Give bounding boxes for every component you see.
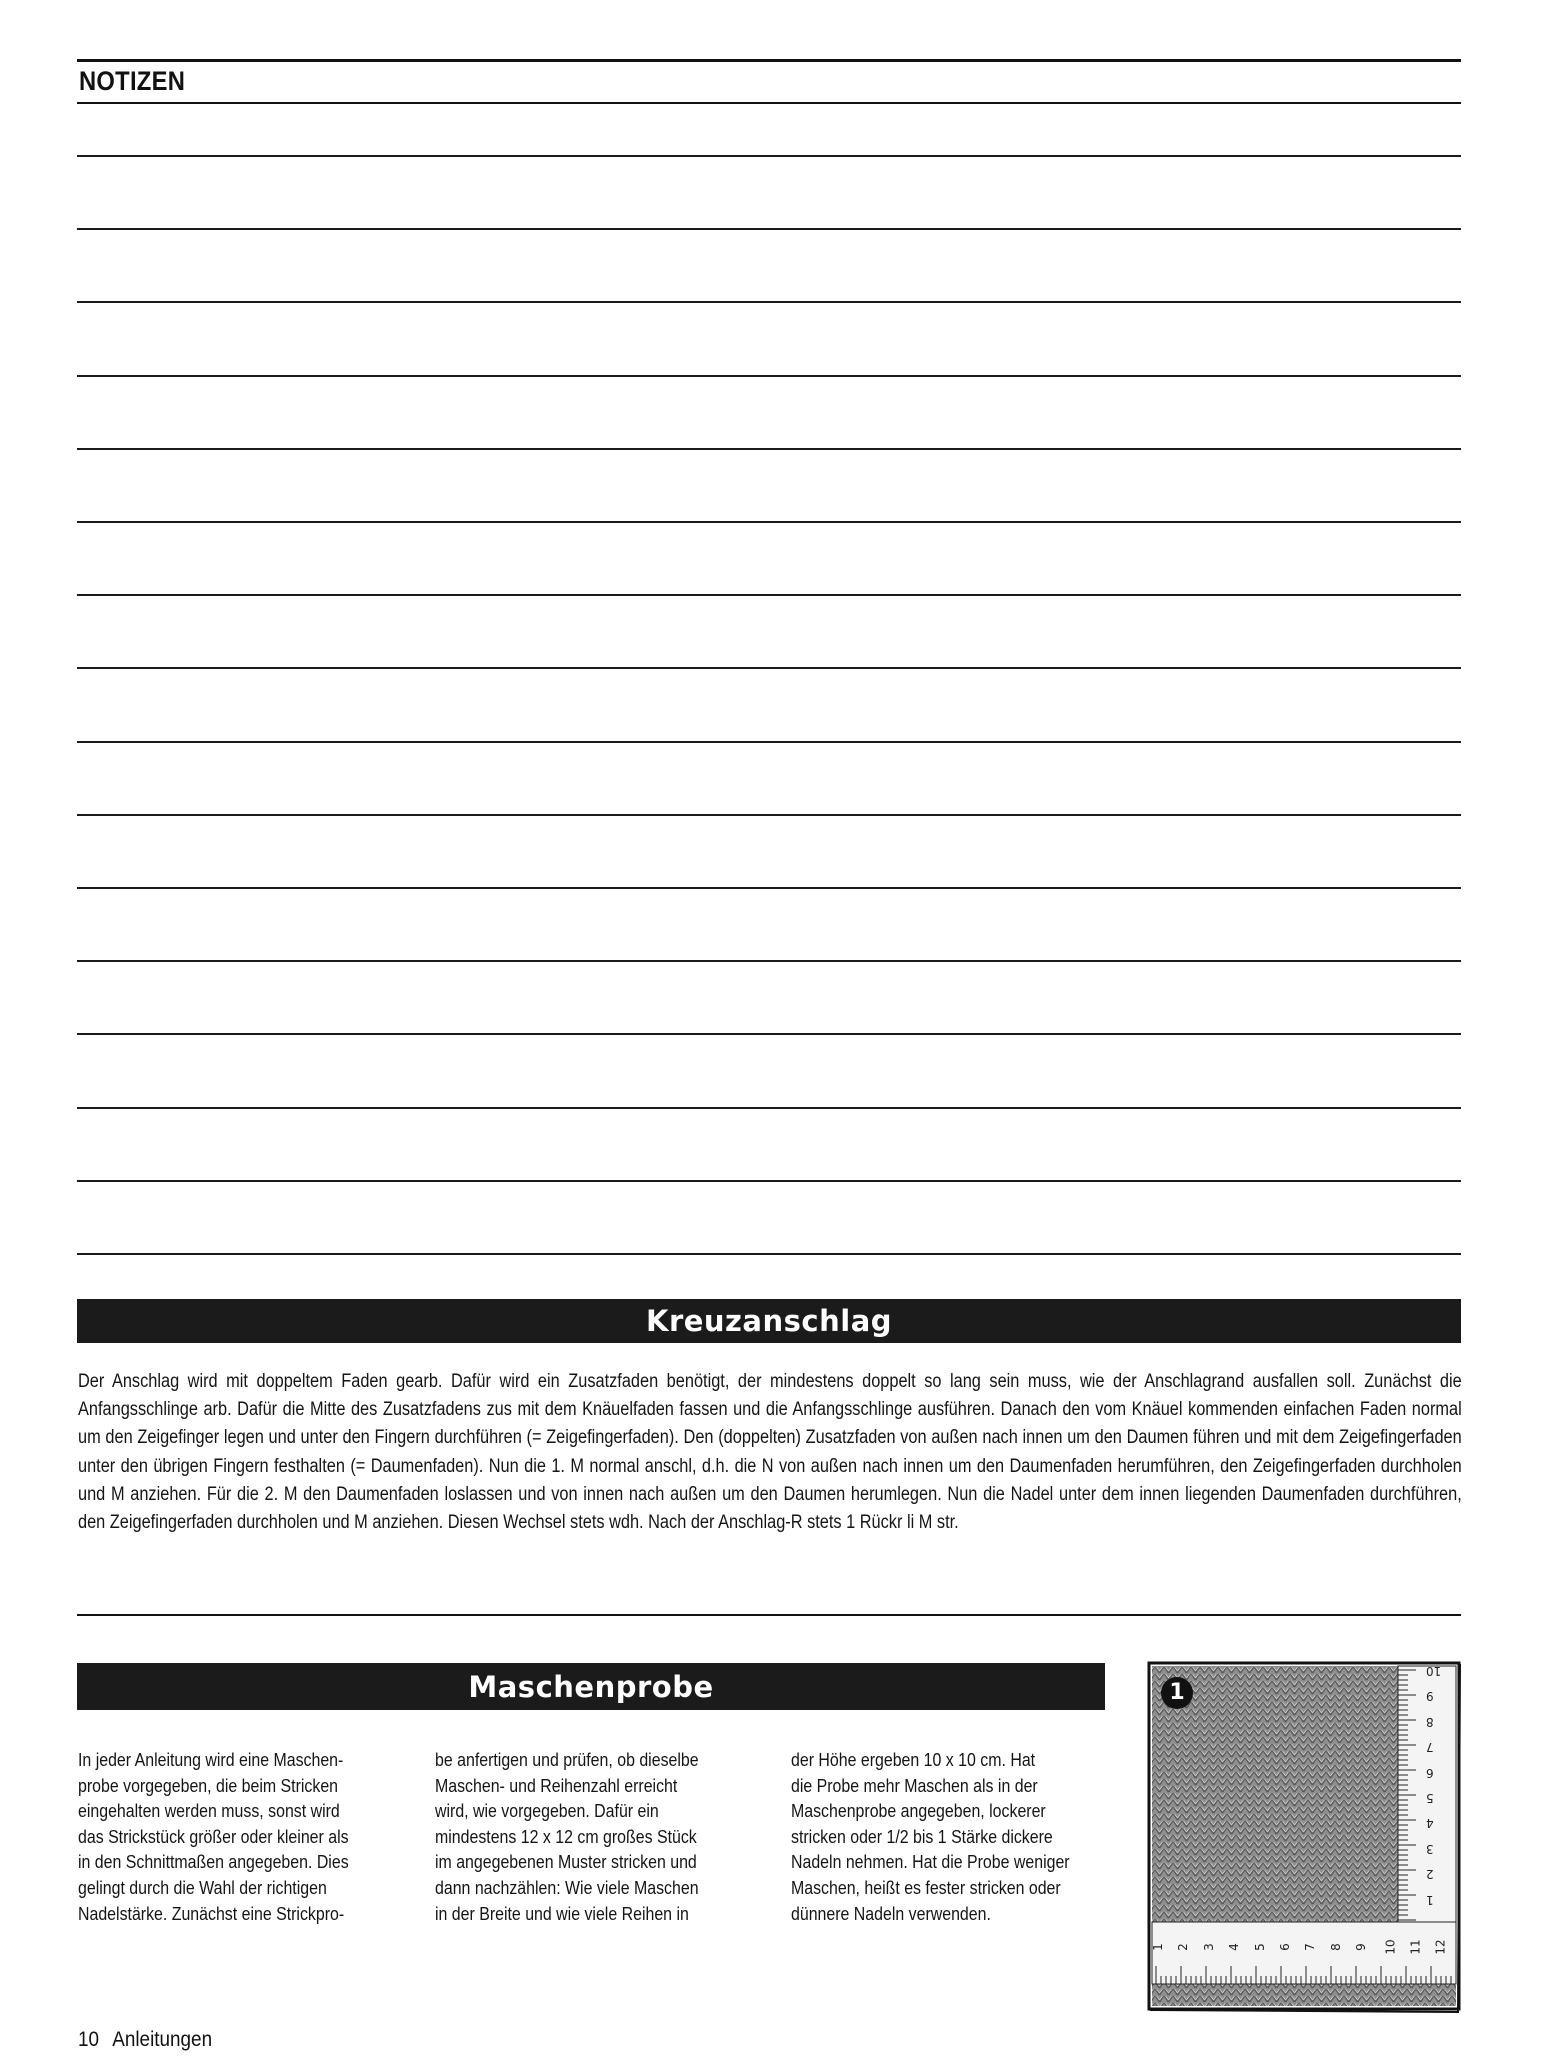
note-line [77, 1253, 1461, 1255]
vertical-ruler-label: 5 [1426, 1791, 1434, 1805]
horizontal-ruler-label: 2 [1176, 1943, 1191, 1951]
horizontal-ruler-label: 10 [1383, 1939, 1398, 1955]
note-line [77, 1180, 1461, 1182]
note-line [77, 521, 1461, 523]
maschenprobe-title: Maschenprobe [468, 1669, 714, 1704]
section-divider [77, 1614, 1461, 1616]
vertical-ruler-label: 2 [1426, 1867, 1434, 1882]
vertical-ruler-label: 4 [1426, 1816, 1434, 1831]
horizontal-ruler-label: 9 [1354, 1943, 1369, 1951]
horizontal-ruler-label: 8 [1328, 1943, 1343, 1951]
knitted-swatch-illustration [1146, 1660, 1464, 2014]
page-footer [78, 2028, 212, 2052]
kreuzanschlag-title: Kreuzanschlag [645, 1304, 893, 1338]
maschenprobe-banner [77, 1663, 1105, 1710]
note-line [77, 155, 1461, 157]
vertical-ruler-label: 10 [1426, 1664, 1442, 1678]
page-number: 10 [78, 2028, 100, 2051]
note-line [77, 1033, 1461, 1035]
maschenprobe-col-3: der Höhe ergeben 10 x 10 cm. Hat die Probe mehr Maschen als in der Maschenprobe angegeben, lockerer stricken oder 1/2 bis 1 Stärke dickere Nadeln nehmen. Hat die Probe weniger Maschen, heißt es fester stricken oder dünnere Nadeln verwenden. [791, 1749, 1070, 1924]
horizontal-ruler-label: 7 [1303, 1943, 1318, 1951]
vertical-ruler-label: 3 [1426, 1841, 1434, 1856]
notes-title: NOTIZEN [79, 66, 186, 96]
note-line [77, 887, 1461, 889]
horizontal-ruler-label: 12 [1434, 1939, 1449, 1955]
note-line [77, 814, 1461, 816]
gauge-swatch-figure [1146, 1660, 1464, 2014]
footer-section: Anleitungen [112, 2028, 213, 2051]
note-line [77, 960, 1461, 962]
notes-title-rule [77, 102, 1461, 104]
vertical-ruler-label: 8 [1426, 1714, 1434, 1729]
figure-badge: 1 [1169, 1680, 1185, 1705]
vertical-ruler-label: 7 [1426, 1740, 1434, 1755]
note-line [77, 448, 1461, 450]
note-line [77, 741, 1461, 743]
maschenprobe-col-2: be anfertigen und prüfen, ob dieselbe Maschen- und Reihenzahl erreicht wird, wie vorgegeben. Dafür ein mindestens 12 x 12 cm großes Stück im angegebenen Muster stricken und dann nachzählen: Wie viele Maschen in der Breite und wie viele Reihen in [435, 1749, 699, 1924]
note-line [77, 375, 1461, 377]
vertical-ruler-label: 1 [1426, 1892, 1434, 1907]
note-line [77, 1107, 1461, 1109]
horizontal-ruler-label: 4 [1227, 1943, 1242, 1951]
horizontal-ruler-label: 6 [1277, 1943, 1292, 1951]
horizontal-ruler-label: 5 [1252, 1943, 1267, 1951]
kreuzanschlag-text: Der Anschlag wird mit doppeltem Faden gearb. Dafür wird ein Zusatzfaden benötigt, der mindestens doppelt so lang sein muss, wie der Anschlagrand ausfallen soll. Zunächst die Anfangsschlinge arb. Dafür die Mitte des Zusatzfadens zus mit dem Knäuelfaden fassen und die Anfangsschlinge ausführen. Danach den vom Knäuel kommenden einfachen Faden normal um den Zeigefinger legen und unter den Fingern durchführen (= Zeigefingerfaden). Den (doppelten) Zusatzfaden von außen nach innen um den Daumen führen und mit dem Zeigefingerfaden unter den übrigen Fingern festhalten (= Daumenfaden). Nun die 1. M normal anschl, d.h. die N von außen nach innen um den Daumenfaden herumführen, den Zeigefingerfaden durchholen und M anziehen. Für die 2. M den Daumenfaden loslassen und von innen nach außen um den Daumen herumlegen. Nun die Nadel unter dem innen liegenden Daumenfaden durchführen, den Zeigefingerfaden durchholen und M anziehen. Diesen Wechsel stets wdh. Nach der Anschlag-R stets 1 Rückr li M str. [78, 1371, 1462, 1534]
horizontal-ruler-label: 11 [1408, 1939, 1423, 1955]
note-line [77, 594, 1461, 596]
note-line [77, 228, 1461, 230]
vertical-ruler-label: 9 [1426, 1689, 1434, 1704]
maschenprobe-col-1: In jeder Anleitung wird eine Maschen- probe vorgegeben, die beim Stricken eingehalten werden muss, sonst wird das Strickstück größer oder kleiner als in den Schnittmaßen angegeben. Dies gelingt durch die Wahl der richtigen Nadelstärke. Zunächst eine Strickpro- [78, 1749, 349, 1924]
horizontal-ruler-label: 3 [1201, 1943, 1216, 1951]
horizontal-ruler-label: 1 [1150, 1943, 1165, 1951]
vertical-ruler-label: 6 [1426, 1765, 1434, 1780]
note-line [77, 301, 1461, 303]
kreuzanschlag-banner [77, 1299, 1461, 1343]
note-line [77, 667, 1461, 669]
notes-top-rule [77, 59, 1461, 62]
